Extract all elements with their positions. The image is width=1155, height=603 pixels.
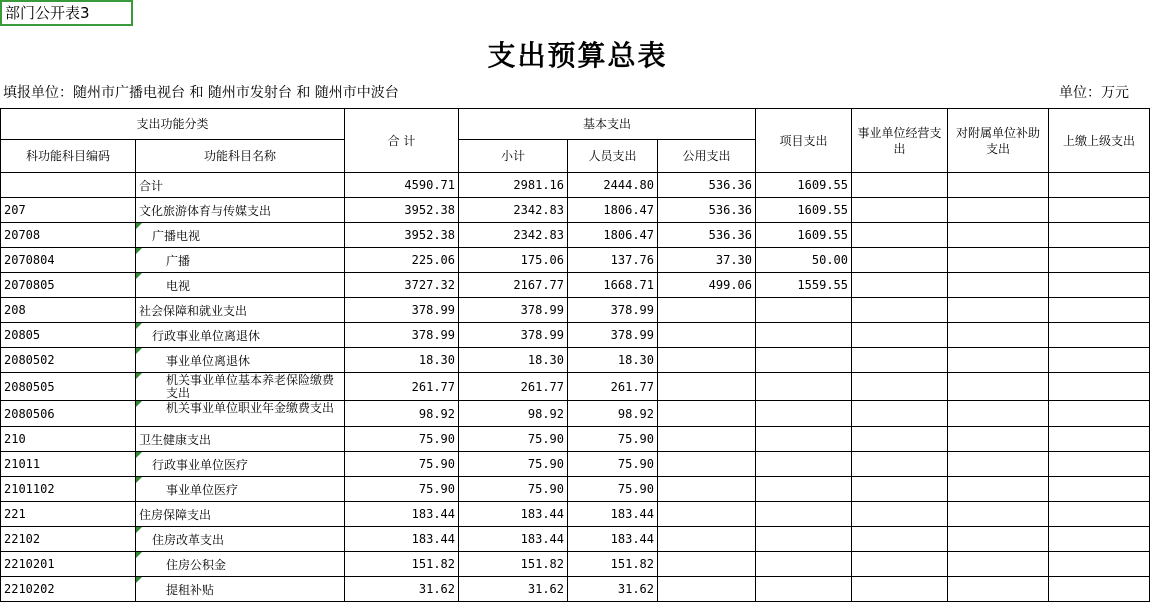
cell-business[interactable]: [852, 477, 948, 502]
cell-upper[interactable]: [1049, 248, 1150, 273]
cell-public[interactable]: [658, 552, 756, 577]
cell-code[interactable]: 20708: [1, 223, 136, 248]
cell-business[interactable]: [852, 527, 948, 552]
cell-name[interactable]: 住房改革支出: [136, 527, 345, 552]
table-row: [1, 223, 1150, 248]
cell-personnel[interactable]: 378.99: [568, 323, 658, 348]
cell-project[interactable]: [756, 477, 852, 502]
cell-public[interactable]: 536.36: [658, 173, 756, 198]
text-warning-marker-icon: [136, 527, 142, 533]
cell-total[interactable]: 225.06: [345, 248, 459, 273]
cell-public[interactable]: [658, 477, 756, 502]
cell-name[interactable]: 机关事业单位基本养老保险缴费支出: [136, 373, 345, 401]
cell-personnel[interactable]: 1806.47: [568, 198, 658, 223]
cell-business[interactable]: [852, 198, 948, 223]
cell-project[interactable]: 1609.55: [756, 173, 852, 198]
cell-personnel[interactable]: 75.90: [568, 452, 658, 477]
cell-code[interactable]: 2080505: [1, 373, 136, 401]
header-name: 功能科目名称: [136, 140, 345, 173]
text-warning-marker-icon: [136, 401, 142, 407]
cell-project[interactable]: [756, 502, 852, 527]
header-subtotal: 小计: [459, 140, 568, 173]
cell-personnel[interactable]: 75.90: [568, 477, 658, 502]
cell-subtotal[interactable]: 175.06: [459, 248, 568, 273]
table-row: [1, 477, 1150, 502]
cell-code[interactable]: 2070805: [1, 273, 136, 298]
cell-personnel[interactable]: 183.44: [568, 502, 658, 527]
cell-upper[interactable]: [1049, 348, 1150, 373]
header-basic-group: 基本支出: [459, 109, 756, 140]
cell-code[interactable]: 2210202: [1, 577, 136, 602]
cell-personnel[interactable]: 261.77: [568, 373, 658, 401]
cell-subsidy[interactable]: [948, 223, 1049, 248]
cell-business[interactable]: [852, 348, 948, 373]
table-body: [1, 173, 1150, 602]
cell-upper[interactable]: [1049, 477, 1150, 502]
cell-upper[interactable]: [1049, 527, 1150, 552]
unit-label: 单位：万元: [1059, 85, 1129, 101]
cell-total[interactable]: 31.62: [345, 577, 459, 602]
cell-subsidy[interactable]: [948, 477, 1049, 502]
cell-business[interactable]: [852, 401, 948, 427]
header-project: 项目支出: [756, 109, 852, 173]
text-warning-marker-icon: [136, 223, 142, 229]
cell-subsidy[interactable]: [948, 173, 1049, 198]
page-title: 支出预算总表: [487, 39, 668, 72]
cell-project[interactable]: [756, 373, 852, 401]
cell-business[interactable]: [852, 502, 948, 527]
cell-business[interactable]: [852, 173, 948, 198]
cell-subtotal[interactable]: 2342.83: [459, 198, 568, 223]
table-row: [1, 348, 1150, 373]
cell-personnel[interactable]: 98.92: [568, 401, 658, 427]
cell-subtotal[interactable]: 2981.16: [459, 173, 568, 198]
text-warning-marker-icon: [136, 348, 142, 354]
header-subsidy: 对附属单位补助支出: [948, 109, 1049, 173]
header-total: 合 计: [345, 109, 459, 173]
text-warning-marker-icon: [136, 323, 142, 329]
cell-code[interactable]: 221: [1, 502, 136, 527]
cell-public[interactable]: [658, 373, 756, 401]
cell-public[interactable]: [658, 323, 756, 348]
cell-subsidy[interactable]: [948, 427, 1049, 452]
cell-business[interactable]: [852, 298, 948, 323]
cell-personnel[interactable]: 31.62: [568, 577, 658, 602]
cell-personnel[interactable]: 378.99: [568, 298, 658, 323]
cell-total[interactable]: 378.99: [345, 323, 459, 348]
table-row: [1, 527, 1150, 552]
cell-total[interactable]: 98.92: [345, 401, 459, 427]
cell-public[interactable]: [658, 401, 756, 427]
cell-personnel[interactable]: 137.76: [568, 248, 658, 273]
cell-public[interactable]: [658, 348, 756, 373]
cell-public[interactable]: 499.06: [658, 273, 756, 298]
cell-project[interactable]: 50.00: [756, 248, 852, 273]
cell-name[interactable]: 社会保障和就业支出: [136, 298, 345, 323]
cell-subsidy[interactable]: [948, 273, 1049, 298]
cell-code[interactable]: 21011: [1, 452, 136, 477]
cell-subsidy[interactable]: [948, 502, 1049, 527]
cell-subtotal[interactable]: 378.99: [459, 298, 568, 323]
cell-subtotal[interactable]: 98.92: [459, 401, 568, 427]
cell-upper[interactable]: [1049, 577, 1150, 602]
cell-subtotal[interactable]: 75.90: [459, 427, 568, 452]
reporting-unit: 填报单位：随州市广播电视台 和 随州市发射台 和 随州市中波台: [3, 85, 399, 101]
cell-project[interactable]: [756, 298, 852, 323]
table-row: [1, 427, 1150, 452]
text-warning-marker-icon: [136, 373, 142, 379]
cell-subtotal[interactable]: 183.44: [459, 527, 568, 552]
cell-subtotal[interactable]: 18.30: [459, 348, 568, 373]
cell-business[interactable]: [852, 248, 948, 273]
cell-total[interactable]: 4590.71: [345, 173, 459, 198]
cell-public[interactable]: 536.36: [658, 223, 756, 248]
cell-business[interactable]: [852, 373, 948, 401]
cell-personnel[interactable]: 1806.47: [568, 223, 658, 248]
text-warning-marker-icon: [136, 577, 142, 583]
cell-project[interactable]: [756, 401, 852, 427]
cell-upper[interactable]: [1049, 452, 1150, 477]
cell-subsidy[interactable]: [948, 373, 1049, 401]
cell-project[interactable]: [756, 527, 852, 552]
cell-upper[interactable]: [1049, 273, 1150, 298]
cell-upper[interactable]: [1049, 427, 1150, 452]
cell-public[interactable]: [658, 527, 756, 552]
cell-code[interactable]: 208: [1, 298, 136, 323]
cell-name[interactable]: 住房公积金: [136, 552, 345, 577]
text-warning-marker-icon: [136, 273, 142, 279]
table-row: [1, 273, 1150, 298]
cell-business[interactable]: [852, 223, 948, 248]
cell-project[interactable]: 1609.55: [756, 198, 852, 223]
cell-personnel[interactable]: 18.30: [568, 348, 658, 373]
cell-business[interactable]: [852, 427, 948, 452]
cell-total[interactable]: 261.77: [345, 373, 459, 401]
cell-subsidy[interactable]: [948, 348, 1049, 373]
cell-project[interactable]: [756, 552, 852, 577]
cell-public[interactable]: 37.30: [658, 248, 756, 273]
header-public: 公用支出: [658, 140, 756, 173]
table-row: [1, 198, 1150, 223]
table-row: [1, 248, 1150, 273]
cell-subsidy[interactable]: [948, 198, 1049, 223]
cell-subtotal[interactable]: 2167.77: [459, 273, 568, 298]
cell-code[interactable]: 20805: [1, 323, 136, 348]
text-warning-marker-icon: [136, 452, 142, 458]
cell-name[interactable]: 合计: [136, 173, 345, 198]
cell-name[interactable]: 机关事业单位职业年金缴费支出: [136, 401, 345, 427]
cell-name[interactable]: 事业单位离退休: [136, 348, 345, 373]
cell-public[interactable]: [658, 577, 756, 602]
cell-subtotal[interactable]: 378.99: [459, 323, 568, 348]
cell-upper[interactable]: [1049, 223, 1150, 248]
cell-personnel[interactable]: 75.90: [568, 427, 658, 452]
table-row: [1, 452, 1150, 477]
cell-subtotal[interactable]: 75.90: [459, 452, 568, 477]
cell-public[interactable]: [658, 298, 756, 323]
cell-public[interactable]: [658, 502, 756, 527]
cell-code[interactable]: 2210201: [1, 552, 136, 577]
cell-code[interactable]: 2080506: [1, 401, 136, 427]
cell-subsidy[interactable]: [948, 577, 1049, 602]
cell-subtotal[interactable]: 75.90: [459, 477, 568, 502]
table-row: [1, 577, 1150, 602]
cell-name[interactable]: 文化旅游体育与传媒支出: [136, 198, 345, 223]
header-code: 科功能科目编码: [1, 140, 136, 173]
cell-business[interactable]: [852, 323, 948, 348]
cell-name[interactable]: 卫生健康支出: [136, 427, 345, 452]
cell-business[interactable]: [852, 577, 948, 602]
cell-subsidy[interactable]: [948, 452, 1049, 477]
cell-upper[interactable]: [1049, 198, 1150, 223]
cell-business[interactable]: [852, 452, 948, 477]
cell-code[interactable]: 207: [1, 198, 136, 223]
cell-total[interactable]: 378.99: [345, 298, 459, 323]
table-row: [1, 373, 1150, 401]
cell-total[interactable]: 183.44: [345, 502, 459, 527]
cell-public[interactable]: [658, 427, 756, 452]
cell-subsidy[interactable]: [948, 401, 1049, 427]
cell-subtotal[interactable]: 31.62: [459, 577, 568, 602]
cell-project[interactable]: [756, 348, 852, 373]
cell-subsidy[interactable]: [948, 552, 1049, 577]
cell-personnel[interactable]: 1668.71: [568, 273, 658, 298]
cell-personnel[interactable]: 2444.80: [568, 173, 658, 198]
text-warning-marker-icon: [136, 248, 142, 254]
cell-upper[interactable]: [1049, 373, 1150, 401]
text-warning-marker-icon: [136, 552, 142, 558]
cell-project[interactable]: [756, 323, 852, 348]
table-row: [1, 173, 1150, 198]
cell-public[interactable]: 536.36: [658, 198, 756, 223]
cell-name[interactable]: 事业单位医疗: [136, 477, 345, 502]
cell-name[interactable]: 住房保障支出: [136, 502, 345, 527]
budget-table: [0, 108, 1150, 602]
cell-code[interactable]: 2101102: [1, 477, 136, 502]
table-row: [1, 298, 1150, 323]
header-upper: 上缴上级支出: [1049, 109, 1150, 173]
cell-name[interactable]: 行政事业单位医疗: [136, 452, 345, 477]
cell-public[interactable]: [658, 452, 756, 477]
cell-upper[interactable]: [1049, 298, 1150, 323]
cell-subtotal[interactable]: 183.44: [459, 502, 568, 527]
text-warning-marker-icon: [136, 477, 142, 483]
table-row: [1, 401, 1150, 427]
cell-total[interactable]: 75.90: [345, 477, 459, 502]
cell-personnel[interactable]: 151.82: [568, 552, 658, 577]
cell-project[interactable]: 1609.55: [756, 223, 852, 248]
cell-code[interactable]: [1, 173, 136, 198]
table-row: [1, 323, 1150, 348]
cell-total[interactable]: 3952.38: [345, 223, 459, 248]
cell-total[interactable]: 75.90: [345, 452, 459, 477]
cell-total[interactable]: 3952.38: [345, 198, 459, 223]
cell-name[interactable]: 电视: [136, 273, 345, 298]
cell-personnel[interactable]: 183.44: [568, 527, 658, 552]
cell-code[interactable]: 2080502: [1, 348, 136, 373]
cell-subtotal[interactable]: 151.82: [459, 552, 568, 577]
cell-project[interactable]: [756, 427, 852, 452]
cell-code[interactable]: 2070804: [1, 248, 136, 273]
cell-subsidy[interactable]: [948, 323, 1049, 348]
cell-project[interactable]: [756, 577, 852, 602]
cell-code[interactable]: 210: [1, 427, 136, 452]
cell-subtotal[interactable]: 261.77: [459, 373, 568, 401]
cell-total[interactable]: 75.90: [345, 427, 459, 452]
cell-upper[interactable]: [1049, 173, 1150, 198]
cell-upper[interactable]: [1049, 401, 1150, 427]
cell-total[interactable]: 151.82: [345, 552, 459, 577]
selected-cell[interactable]: 部门公开表3: [0, 0, 133, 26]
cell-name[interactable]: 行政事业单位离退休: [136, 323, 345, 348]
cell-name[interactable]: 广播: [136, 248, 345, 273]
header-business-unit: 事业单位经营支出: [852, 109, 948, 173]
cell-total[interactable]: 18.30: [345, 348, 459, 373]
cell-project[interactable]: [756, 452, 852, 477]
cell-total[interactable]: 183.44: [345, 527, 459, 552]
cell-upper[interactable]: [1049, 502, 1150, 527]
cell-name[interactable]: 广播电视: [136, 223, 345, 248]
header-category-group: 支出功能分类: [1, 109, 345, 140]
table-row: [1, 502, 1150, 527]
table-row: [1, 552, 1150, 577]
cell-code[interactable]: 22102: [1, 527, 136, 552]
header-personnel: 人员支出: [568, 140, 658, 173]
cell-name[interactable]: 提租补贴: [136, 577, 345, 602]
cell-upper[interactable]: [1049, 552, 1150, 577]
cell-business[interactable]: [852, 273, 948, 298]
cell-total[interactable]: 3727.32: [345, 273, 459, 298]
cell-subtotal[interactable]: 2342.83: [459, 223, 568, 248]
cell-project[interactable]: 1559.55: [756, 273, 852, 298]
cell-business[interactable]: [852, 552, 948, 577]
cell-subsidy[interactable]: [948, 298, 1049, 323]
cell-subsidy[interactable]: [948, 248, 1049, 273]
cell-subsidy[interactable]: [948, 527, 1049, 552]
cell-upper[interactable]: [1049, 323, 1150, 348]
